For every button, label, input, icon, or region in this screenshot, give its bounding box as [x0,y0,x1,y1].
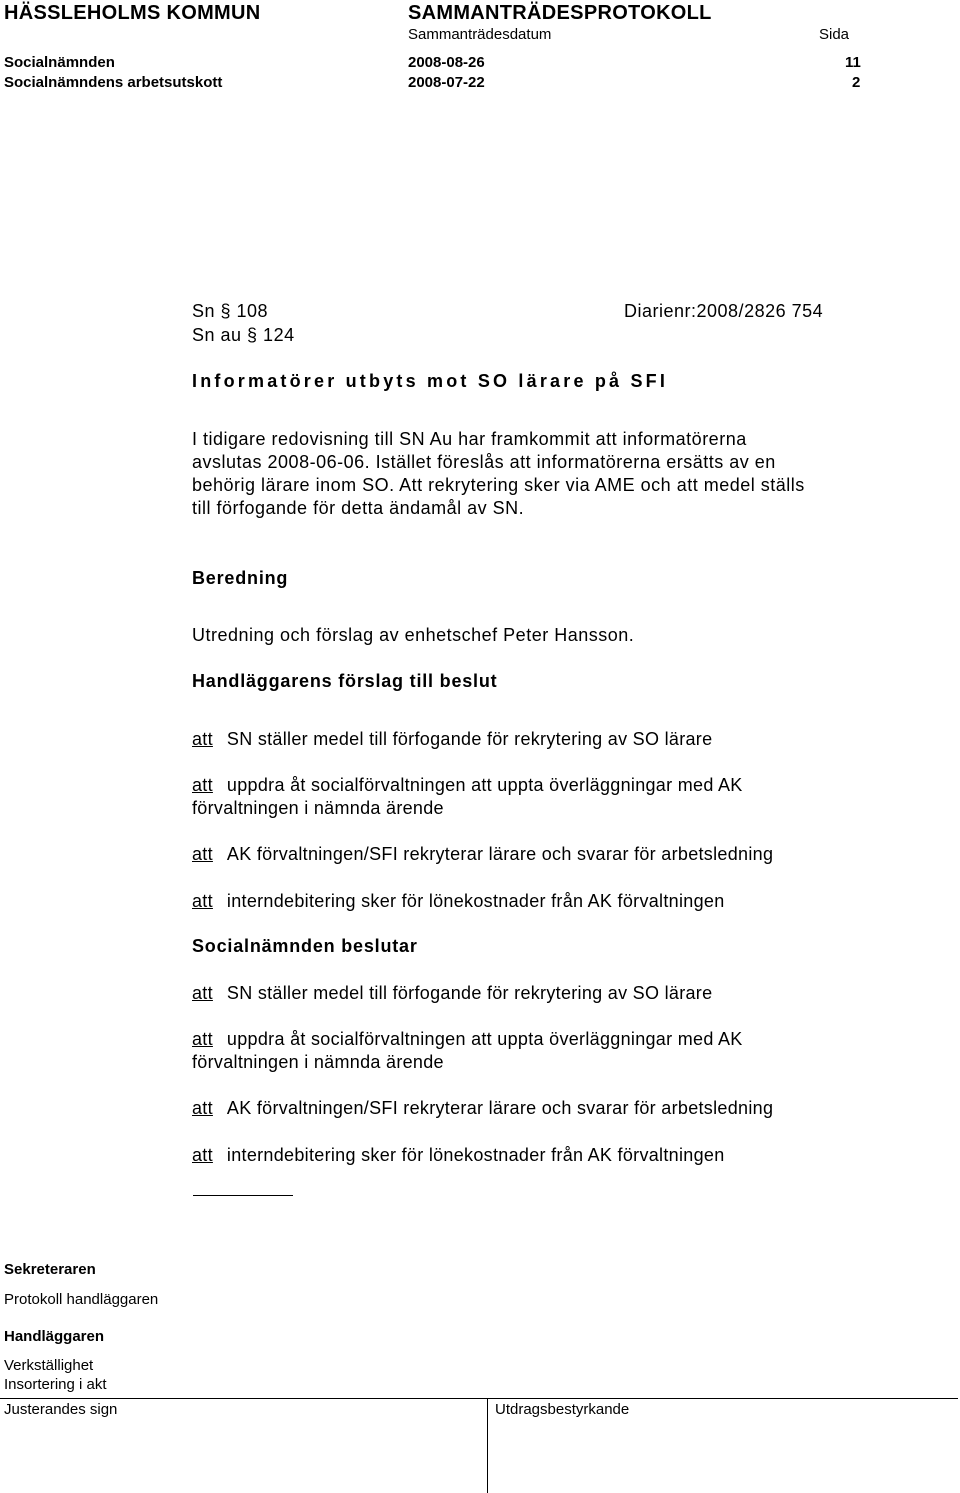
proposal-heading: Handläggarens förslag till beslut [192,671,498,691]
proposal-item: att AK förvaltningen/SFI rekryterar lärare och svarar för arbetsledning [192,844,774,864]
secretary-item: Protokoll handläggaren [4,1291,159,1308]
decision-item: att SN ställer medel till förfogande för rekrytering av SO lärare [192,983,713,1003]
org-name: HÄSSLEHOLMS KOMMUN [4,2,261,24]
decision-heading: Socialnämnden beslutar [192,936,418,956]
secretary-heading: Sekreteraren [4,1261,96,1278]
header-body-1: Socialnämnden [4,54,115,71]
header-date-1: 2008-08-26 [408,54,485,71]
intro-line: till förfogande för detta ändamål av SN. [192,498,525,518]
diarienummer: Diarienr:2008/2826 754 [624,301,824,321]
att-marker: att [192,844,213,864]
proposal-item: att uppdra åt socialförvaltningen att uppta överläggningar med AK förvaltningen i nämnda ärende [192,775,743,818]
decision-item: att uppdra åt socialförvaltningen att uppta överläggningar med AK förvaltningen i nämnda ärende [192,1029,743,1072]
header-page-2: 2 [852,74,861,91]
proposal-item: att SN ställer medel till förfogande för rekrytering av SO lärare [192,729,713,749]
justerandes-sign-label: Justerandes sign [4,1401,118,1418]
decision-item: att AK förvaltningen/SFI rekryterar lärare och svarar för arbetsledning [192,1098,774,1118]
att-marker: att [192,1145,213,1165]
header-date-2: 2008-07-22 [408,74,485,91]
att-marker: att [192,1098,213,1118]
att-marker: att [192,891,213,911]
separator-line [193,1195,293,1196]
au-paragraph-ref: Sn au § 124 [192,325,295,345]
handler-item: Insortering i akt [4,1376,107,1393]
page-label: Sida [819,26,850,43]
att-marker: att [192,775,213,795]
intro-paragraph [192,428,805,520]
header-page-1: 11 [845,54,861,71]
intro-line: behörig lärare inom SO. Att rekrytering sker via AME och att medel ställs [192,475,805,495]
case-title: Informatörer utbyts mot SO lärare på SFI [192,371,669,391]
decision-item: att interndebitering sker för lönekostnader från AK förvaltningen [192,1145,725,1165]
att-marker: att [192,729,213,749]
beredning-text: Utredning och förslag av enhetschef Peter Hansson. [192,625,635,645]
att-marker: att [192,1029,213,1049]
att-marker: att [192,983,213,1003]
intro-line: avslutas 2008-06-06. Istället föreslås att informatörerna ersätts av en [192,452,776,472]
header-body-2: Socialnämndens arbetsutskott [4,74,223,91]
handler-heading: Handläggaren [4,1328,105,1345]
utdragsbestyrkande-label: Utdragsbestyrkande [495,1401,630,1418]
handler-item: Verkställighet [4,1357,94,1374]
footer-divider [0,1398,958,1399]
sn-paragraph-ref: Sn § 108 [192,301,269,321]
beredning-heading: Beredning [192,568,289,588]
date-label: Sammanträdesdatum [408,26,552,43]
footer-column-divider [487,1398,488,1493]
doc-type: SAMMANTRÄDESPROTOKOLL [408,2,712,24]
intro-line: I tidigare redovisning till SN Au har framkommit att informatörerna [192,429,747,449]
proposal-item: att interndebitering sker för lönekostnader från AK förvaltningen [192,891,725,911]
